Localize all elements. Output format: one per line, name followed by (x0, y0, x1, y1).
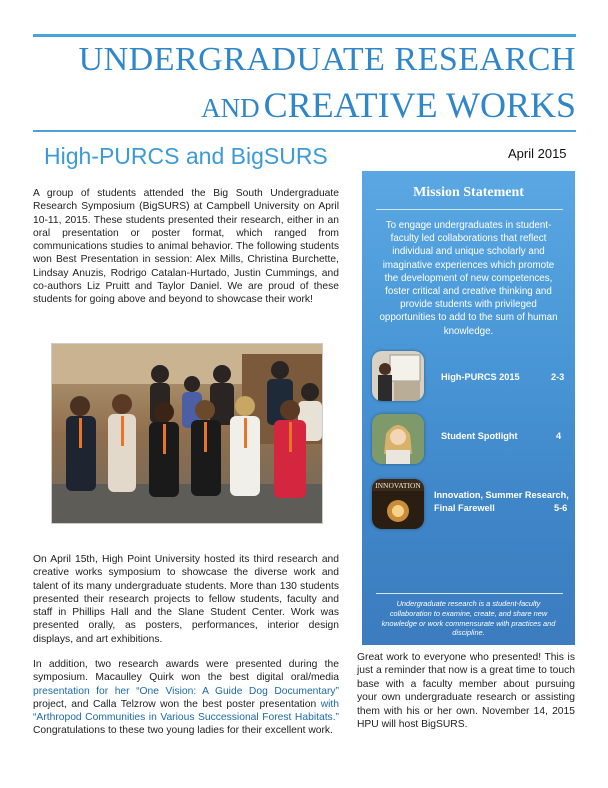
mission-divider (376, 209, 563, 210)
toc-item-student-spotlight[interactable] (368, 414, 573, 466)
group-photo (51, 343, 323, 524)
toc-page: 4 (556, 431, 562, 441)
masthead-title-line2 (33, 84, 576, 134)
toc-label-2: Final Farewell (434, 503, 495, 513)
p3-segment-2: presentation for her “One Vision: A Guide Dog Documentary” (33, 685, 339, 697)
toc-thumb-innovation (372, 479, 424, 529)
issue-date: April 2015 (508, 146, 567, 161)
toc-label: Innovation, Summer Research, (434, 490, 569, 500)
mission-sidebar (362, 171, 575, 645)
p3-segment-3: project, and Calla Telzrow won the best poster presentation (33, 698, 321, 710)
toc-item-high-purcs[interactable] (368, 351, 573, 403)
article-headline: High-PURCS and BigSURS (44, 143, 328, 169)
p3-segment-4: with “Arthropod Communities in Various Successional Forest Habitats.” (33, 698, 339, 724)
article-paragraph-2-text: On April 15th, High Point University hosted its third research and creative works symposium to showcase the diverse work and talent of its many undergraduate students. More than 130 students presented their research projects to fellow students, faculty and staff in Phillips Hall and the Slane Student Center. Work was presented orally, as posters, performances, interior design displays, and art exhibitions. (33, 554, 339, 645)
mission-text: To engage undergraduates in student-faculty led collaborations that reflect individual and unique scholarly and imaginative experiences which promote the development of new competences, foster critical and creative thinking and provide students with privileged opportunities to add to the sum of human knowledge. (379, 220, 558, 337)
p3-segment-5: Congratulations to these two young ladies for their excellent work. (33, 725, 333, 737)
masthead-title-line1: UNDERGRADUATE RESEARCH (78, 41, 576, 78)
toc-page: 2-3 (551, 372, 565, 382)
toc-thumb-student-spotlight (372, 414, 424, 464)
masthead-and: AND (201, 93, 260, 123)
toc-item-innovation[interactable] (368, 479, 573, 531)
masthead-top-rule (33, 34, 576, 37)
masthead-creative-works: CREATIVE WORKS (263, 85, 576, 125)
toc-thumb-high-purcs (372, 351, 424, 401)
masthead-bottom-rule (33, 130, 576, 132)
article-paragraph-2 (33, 553, 339, 646)
closing-paragraph: Great work to everyone who presented! This is just a reminder that now is a great time to touch base with a faculty member about pursuing your own undergraduate research or assisting them with his or her own. November 14, 2015 HPU will host BigSURS. (357, 652, 575, 731)
toc-label: Student Spotlight (441, 431, 518, 441)
mission-footer-text: Undergraduate research is a student-faculty collaboration to examine, create, and share new knowledge or work commensurate with practices and discipline. (381, 599, 556, 638)
group-photo-image (52, 344, 323, 524)
toc-label: High-PURCS 2015 (441, 372, 520, 382)
article-paragraph-3 (33, 658, 339, 738)
mission-title: Mission Statement (413, 185, 524, 200)
toc-page: 5-6 (554, 503, 568, 513)
mission-foot-divider (376, 593, 563, 594)
innovation-thumb-text: INNOVATION (375, 481, 421, 490)
p3-segment-1: In addition, two research awards were presented during the symposium. Macaulley Quirk won the best digital oral/media (33, 659, 339, 684)
article-paragraph-1: A group of students attended the Big South Undergraduate Research Symposium (BigSURS) at Campbell University on April 10-11, 2015. These students presented their research, either in an oral presentation or poster format, which ranged from communications studies to animal behavior. The following students won Best Presentation in session: Alex Mills, Christina Burchette, Lindsay Anuzis, Rodrigo Catalan-Hurtado, Justin Cummings, and co-authors Liz Pruitt and Taylor Daniel. We are proud of these students for going above and beyond to showcase their work! (33, 188, 339, 306)
